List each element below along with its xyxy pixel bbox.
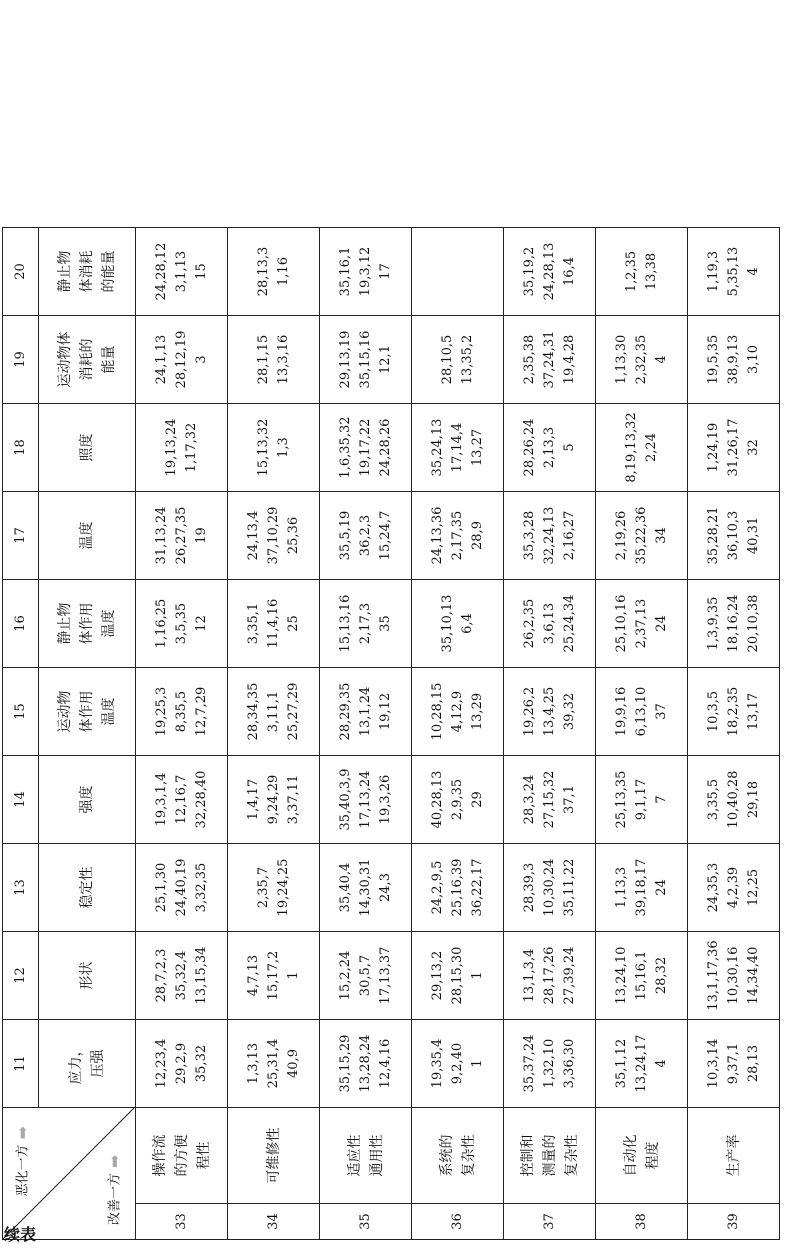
- matrix-cell-text: 4,7,13 15,17,2 1: [245, 950, 301, 1001]
- worse-side-text: 恶化一方: [15, 1144, 31, 1197]
- column-name-text: 强度: [79, 785, 96, 814]
- matrix-cell: [596, 580, 688, 668]
- row-name: [320, 1108, 412, 1204]
- row-name: [688, 1108, 780, 1204]
- matrix-cell-text: 31,13,24 26,27,35 19: [153, 506, 209, 565]
- matrix-cell-text: 29,13,19 35,15,16 12,1: [337, 330, 393, 389]
- matrix-cell-text: 15,13,16 2,17,3 35: [337, 594, 393, 653]
- matrix-cell: [228, 404, 320, 492]
- matrix-cell: [596, 492, 688, 580]
- column-number: 20: [3, 228, 39, 316]
- caption: [4, 1222, 36, 1245]
- matrix-cell: [136, 404, 228, 492]
- matrix-cell: [320, 404, 412, 492]
- row-name: [596, 1108, 688, 1204]
- matrix-cell-text: 35,10,13 6,4: [439, 594, 475, 653]
- matrix-cell: [504, 932, 596, 1020]
- matrix-cell: [504, 668, 596, 756]
- row-name-text: 系统的 复杂性: [438, 1134, 477, 1177]
- matrix-cell: [504, 756, 596, 844]
- column-name: [39, 492, 136, 580]
- matrix-cell-text: 3,35,5 10,40,28 29,18: [705, 770, 761, 829]
- matrix-cell-text: 28,10,5 13,35,2: [439, 334, 475, 385]
- matrix-cell: [412, 228, 504, 316]
- matrix-cell-text: 1,24,19 31,26,17 32: [705, 418, 761, 477]
- matrix-cell: [228, 756, 320, 844]
- table-row: [228, 228, 320, 1240]
- matrix-cell-text: 25,10,16 2,37,13 24: [613, 594, 669, 653]
- matrix-cell-text: 19,9,16 6,13,10 37: [613, 686, 669, 737]
- matrix-cell-text: 1,16,25 3,5,35 12: [153, 598, 209, 649]
- matrix-cell-text: 1,4,17 9,24,29 3,37,11: [245, 774, 301, 825]
- table-row: [320, 228, 412, 1240]
- matrix-cell: [320, 228, 412, 316]
- row-number: 33: [136, 1204, 228, 1240]
- matrix-cell: [136, 932, 228, 1020]
- matrix-cell: [504, 316, 596, 404]
- matrix-cell: [136, 668, 228, 756]
- matrix-cell: [228, 844, 320, 932]
- matrix-cell: [596, 1020, 688, 1108]
- column-name-text: 应力， 压强: [68, 1042, 107, 1085]
- row-name-text: 可维修性: [265, 1127, 282, 1184]
- matrix-cell-text: 1,2,35 13,38: [623, 250, 659, 293]
- row-number: 38: [596, 1204, 688, 1240]
- column-number: 18: [3, 404, 39, 492]
- matrix-cell: [688, 228, 780, 316]
- matrix-cell: [136, 228, 228, 316]
- column-number: 11: [3, 1020, 39, 1108]
- matrix-cell-text: 19,3,1,4 12,16,7 32,28,40: [153, 770, 209, 829]
- matrix-cell: [228, 580, 320, 668]
- matrix-cell: [412, 1020, 504, 1108]
- matrix-cell-text: 28,3,24 27,15,32 37,1: [521, 770, 577, 829]
- right-arrow-icon: ➡: [13, 1126, 32, 1145]
- matrix-cell: [504, 492, 596, 580]
- row-number: 35: [320, 1204, 412, 1240]
- matrix-cell-text: 35,5,19 36,2,3 15,24,7: [337, 510, 393, 561]
- matrix-cell: [412, 404, 504, 492]
- matrix-cell: [504, 228, 596, 316]
- matrix-cell: [688, 404, 780, 492]
- matrix-cell: [596, 404, 688, 492]
- matrix-cell: [320, 492, 412, 580]
- improve-side-text: 改善一方: [107, 1172, 122, 1225]
- column-name: [39, 580, 136, 668]
- matrix-cell: [688, 668, 780, 756]
- matrix-cell: [320, 316, 412, 404]
- row-name-text: 生产率: [725, 1134, 742, 1177]
- matrix-cell-text: 15,2,24 30,5,7 17,13,37: [337, 946, 393, 1005]
- column-name-text: 静止物 体消耗 的能量: [57, 250, 118, 293]
- matrix-cell: [688, 580, 780, 668]
- matrix-cell: [228, 1020, 320, 1108]
- worse-side-label: [13, 1126, 34, 1197]
- matrix-cell-text: 28,1,15 13,3,16: [255, 334, 291, 385]
- matrix-cell: [504, 404, 596, 492]
- matrix-cell: [596, 228, 688, 316]
- matrix-cell-text: 28,34,35 3,11,1 25,27,29: [245, 682, 301, 741]
- column-name: [39, 228, 136, 316]
- row-number: 39: [688, 1204, 780, 1240]
- column-name: [39, 316, 136, 404]
- matrix-cell-text: 1,13,3 39,18,17 24: [613, 858, 669, 917]
- row-name: [136, 1108, 228, 1204]
- matrix-cell: [136, 580, 228, 668]
- matrix-cell-text: 28,13,3 1,16: [255, 246, 291, 297]
- matrix-cell: [136, 1020, 228, 1108]
- matrix-cell-text: 19,35,4 9,2,40 1: [429, 1038, 485, 1089]
- matrix-cell: [412, 580, 504, 668]
- matrix-cell-text: 1,3,9,35 18,16,24 20,10,38: [705, 594, 761, 653]
- column-name-text: 静止物 体作用 温度: [57, 602, 118, 645]
- matrix-cell-text: 35,28,21 36,10,3 40,31: [705, 506, 761, 565]
- matrix-cell-text: 13,1,3,4 28,17,26 27,39,24: [521, 946, 577, 1005]
- matrix-cell-text: 19,13,24 1,17,32: [163, 418, 199, 477]
- matrix-cell: [596, 932, 688, 1020]
- column-name-text: 形状: [79, 961, 96, 990]
- matrix-cell-text: 28,26,24 2,13,3 5: [521, 418, 577, 477]
- matrix-cell-text: 13,1,17,36 10,30,16 14,34,40: [705, 940, 761, 1011]
- contradiction-matrix-table: [2, 227, 780, 1240]
- matrix-cell: [688, 756, 780, 844]
- row-name-text: 自动化 程度: [622, 1134, 661, 1177]
- matrix-cell: [596, 668, 688, 756]
- column-name-text: 照度: [79, 433, 96, 462]
- matrix-cell-text: 3,35,1 11,4,16 25: [245, 598, 301, 649]
- matrix-cell: [228, 492, 320, 580]
- matrix-cell: [688, 1020, 780, 1108]
- matrix-cell-text: 28,39,3 10,30,24 35,11,22: [521, 858, 577, 917]
- matrix-cell: [136, 316, 228, 404]
- row-name-text: 操作流 的方便 程性: [151, 1134, 212, 1177]
- matrix-cell-text: 28,29,35 13,1,24 19,12: [337, 682, 393, 741]
- column-name-text: 运动物体 消耗的 能量: [57, 331, 118, 388]
- column-name: [39, 844, 136, 932]
- column-name-text: 运动物 体作用 温度: [57, 690, 118, 733]
- column-name: [39, 1020, 136, 1108]
- matrix-cell-text: 29,13,2 28,15,30 1: [429, 946, 485, 1005]
- matrix-cell-text: 40,28,13 2,9,35 29: [429, 770, 485, 829]
- matrix-cell-text: 10,3,14 9,37,1 28,13: [705, 1038, 761, 1089]
- table-row: [136, 228, 228, 1240]
- table-row: [504, 228, 596, 1240]
- column-name-text: 温度: [79, 521, 96, 550]
- row-number: 37: [504, 1204, 596, 1240]
- matrix-cell-text: 26,2,35 3,6,13 25,24,34: [521, 594, 577, 653]
- matrix-cell: [504, 844, 596, 932]
- matrix-cell-text: 2,35,7 19,24,25: [255, 858, 291, 917]
- table-body: [3, 228, 780, 1240]
- matrix-cell-text: 12,23,4 29,2,9 35,32: [153, 1038, 209, 1089]
- matrix-cell-text: 24,35,3 4,2,39 12,25: [705, 862, 761, 913]
- column-number: 14: [3, 756, 39, 844]
- matrix-cell: [228, 932, 320, 1020]
- column-number: 12: [3, 932, 39, 1020]
- matrix-cell-text: 10,3,5 18,2,35 13,17: [705, 686, 761, 737]
- matrix-cell: [136, 756, 228, 844]
- matrix-cell: [412, 316, 504, 404]
- matrix-cell-text: 28,7,2,3 35,32,4 13,15,34: [153, 946, 209, 1005]
- matrix-cell-text: 24,28,12 3,1,13 15: [153, 242, 209, 301]
- matrix-cell: [504, 1020, 596, 1108]
- matrix-cell-text: 15,13,32 1,3: [255, 418, 291, 477]
- improve-side-label: [105, 1154, 126, 1225]
- matrix-cell: [320, 932, 412, 1020]
- matrix-cell-text: 2,19,26 35,22,36 34: [613, 506, 669, 565]
- row-number: 34: [228, 1204, 320, 1240]
- row-name: [504, 1108, 596, 1204]
- matrix-cell-text: 24,1,13 28,12,19 3: [153, 330, 209, 389]
- column-number: 19: [3, 316, 39, 404]
- matrix-cell-text: 1,3,13 25,31,4 40,9: [245, 1038, 301, 1089]
- matrix-cell: [596, 756, 688, 844]
- row-number: 36: [412, 1204, 504, 1240]
- matrix-cell-text: 8,19,13,32 2,24: [623, 412, 659, 483]
- matrix-cell-text: 35,40,4 14,30,31 24,3: [337, 858, 393, 917]
- matrix-cell-text: 1,6,35,32 19,17,22 24,28,26: [337, 416, 393, 479]
- caption-text: 续表: [4, 1225, 37, 1244]
- corner-diagonal-cell: [3, 1108, 136, 1240]
- row-name-text: 适应性 通用性: [346, 1134, 385, 1177]
- column-name: [39, 756, 136, 844]
- table-row: [596, 228, 688, 1240]
- matrix-cell-text: 13,24,10 15,16,1 28,32: [613, 946, 669, 1005]
- matrix-cell: [136, 492, 228, 580]
- matrix-cell-text: 35,24,13 17,14,4 13,27: [429, 418, 485, 477]
- column-name-text: 稳定性: [79, 866, 96, 909]
- matrix-cell: [412, 668, 504, 756]
- matrix-cell: [412, 492, 504, 580]
- matrix-cell: [228, 316, 320, 404]
- matrix-cell: [228, 668, 320, 756]
- column-number: 17: [3, 492, 39, 580]
- column-name: [39, 932, 136, 1020]
- matrix-cell: [412, 756, 504, 844]
- matrix-cell: [596, 316, 688, 404]
- matrix-cell-text: 1,13,30 2,32,35 4: [613, 334, 669, 385]
- matrix-cell-text: 35,19,2 24,28,13 16,4: [521, 242, 577, 301]
- row-name: [228, 1108, 320, 1204]
- column-number: 16: [3, 580, 39, 668]
- matrix-cell: [596, 844, 688, 932]
- matrix-cell-text: 35,1,12 13,24,17 4: [613, 1034, 669, 1093]
- matrix-cell: [320, 756, 412, 844]
- down-arrow-icon: ➡: [104, 1154, 124, 1173]
- matrix-cell-text: 25,13,35 9,1,17 7: [613, 770, 669, 829]
- matrix-cell-text: 2,35,38 37,24,31 19,4,28: [521, 330, 577, 389]
- column-number: 13: [3, 844, 39, 932]
- matrix-cell-text: 19,26,2 13,4,25 39,32: [521, 686, 577, 737]
- matrix-cell: [412, 932, 504, 1020]
- matrix-cell-text: 1,19,3 5,35,13 4: [705, 246, 761, 297]
- row-name: [412, 1108, 504, 1204]
- matrix-cell: [136, 844, 228, 932]
- matrix-cell: [320, 668, 412, 756]
- row-name-text: 控制和 测量的 复杂性: [519, 1134, 580, 1177]
- table-row: [412, 228, 504, 1240]
- matrix-cell-text: 10,28,15 4,12,9 13,29: [429, 682, 485, 741]
- matrix-cell-text: 35,3,28 32,24,13 2,16,27: [521, 506, 577, 565]
- column-name: [39, 668, 136, 756]
- header-number-row: [3, 228, 39, 1240]
- matrix-cell: [320, 1020, 412, 1108]
- matrix-cell: [504, 580, 596, 668]
- table-row: [688, 228, 780, 1240]
- column-name: [39, 404, 136, 492]
- matrix-cell-text: 19,25,3 8,35,5 12,7,29: [153, 686, 209, 737]
- matrix-cell: [688, 316, 780, 404]
- matrix-cell: [228, 228, 320, 316]
- matrix-cell: [688, 932, 780, 1020]
- matrix-cell-text: 24,13,4 37,10,29 25,36: [245, 506, 301, 565]
- matrix-cell-text: 35,37,24 1,32,10 3,36,30: [521, 1034, 577, 1093]
- column-number: 15: [3, 668, 39, 756]
- matrix-cell: [320, 844, 412, 932]
- matrix-cell-text: 24,2,9,5 25,16,39 36,22,17: [429, 858, 485, 917]
- matrix-cell-text: 25,1,30 24,40,19 3,32,35: [153, 858, 209, 917]
- matrix-cell-text: 24,13,36 2,17,35 28,9: [429, 506, 485, 565]
- matrix-cell: [688, 492, 780, 580]
- matrix-cell-text: 35,15,29 13,28,24 12,4,16: [337, 1034, 393, 1093]
- matrix-cell-text: 35,40,3,9 17,13,24 19,3,26: [337, 768, 393, 831]
- matrix-cell-text: 19,5,35 38,9,13 3,10: [705, 334, 761, 385]
- matrix-cell: [320, 580, 412, 668]
- header-name-row: [39, 228, 136, 1240]
- matrix-cell: [412, 844, 504, 932]
- matrix-cell: [688, 844, 780, 932]
- matrix-cell-text: 35,16,1 19,3,12 17: [337, 246, 393, 297]
